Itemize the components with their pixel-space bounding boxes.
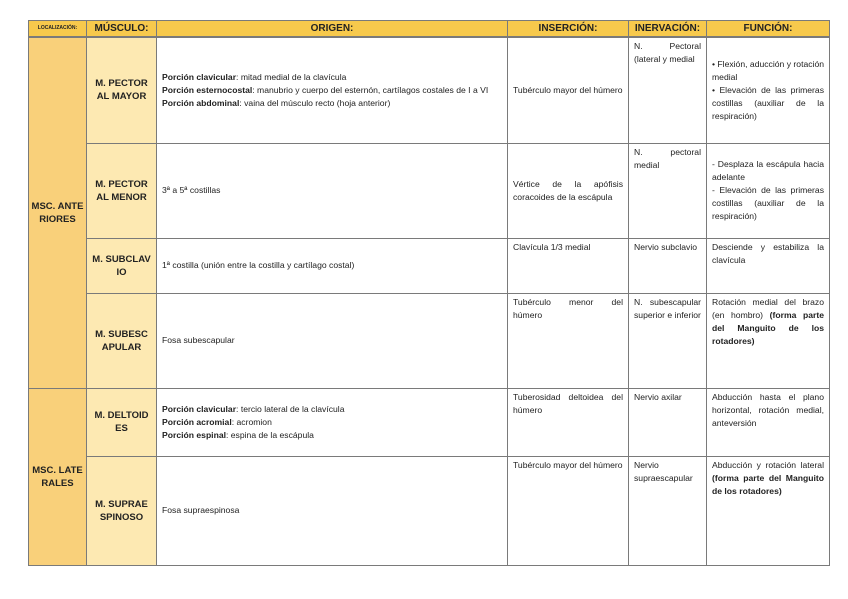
- funcion-line: Abducción hasta el plano horizontal, rotación medial, anteversión: [712, 391, 824, 428]
- funcion-line: Abducción y rotación lateral: [712, 459, 824, 470]
- origen-cell: 3ª a 5ª costillas: [157, 143, 508, 238]
- origen-part-label: Porción clavicular: [162, 71, 237, 82]
- table-row: [29, 143, 830, 238]
- localizacion-cell: MSC. ANTERIORES: [29, 37, 87, 388]
- origen-cell: 1ª costilla (unión entre la costilla y cartílago costal): [157, 238, 508, 293]
- origen-line: [162, 84, 502, 97]
- header-musculo: MÚSCULO:: [87, 21, 157, 38]
- funcion-cell: [707, 293, 830, 388]
- funcion-cell: [707, 456, 830, 565]
- inervacion-cell: N. pectoral medial: [629, 143, 707, 238]
- origen-part-label: Porción abdominal: [162, 97, 240, 108]
- musculo-cell: M. DELTOIDES: [87, 388, 157, 456]
- insercion-cell: Clavícula 1/3 medial: [508, 238, 629, 293]
- inervacion-cell: Nervio axilar: [629, 388, 707, 456]
- header-inervacion: INERVACIÓN:: [629, 21, 707, 38]
- insercion-cell: Tubérculo mayor del húmero: [508, 456, 629, 565]
- origen-part-label: Porción esternocostal: [162, 84, 253, 95]
- localizacion-cell: MSC. LATERALES: [29, 388, 87, 565]
- table-row: [29, 388, 830, 456]
- funcion-note: (forma parte del Manguito de los rotadores): [712, 309, 824, 346]
- origen-line: [162, 97, 502, 110]
- funcion-line: Rotación medial del brazo (en hombro): [712, 296, 824, 320]
- funcion-cell: [707, 143, 830, 238]
- origen-line: [162, 403, 502, 416]
- musculo-cell: M. PECTORAL MAYOR: [87, 37, 157, 143]
- funcion-cell: [707, 388, 830, 456]
- origen-part-text: : mitad medial de la clavícula: [236, 71, 347, 82]
- origen-cell: [157, 37, 508, 143]
- inervacion-cell: N. Pectoral (lateral y medial: [629, 37, 707, 143]
- origen-cell: [157, 388, 508, 456]
- musculo-cell: M. SUBESCAPULAR: [87, 293, 157, 388]
- origen-cell: Fosa subescapular: [157, 293, 508, 388]
- insercion-cell: Tubérculo mayor del húmero: [508, 37, 629, 143]
- inervacion-cell: N. subescapular superior e inferior: [629, 293, 707, 388]
- funcion-cell: [707, 238, 830, 293]
- origen-part-text: : acromion: [231, 416, 272, 427]
- musculo-cell: M. SUPRAESPINOSO: [87, 456, 157, 565]
- funcion-line: - Elevación de las primeras costillas (auxiliar de la respiración): [712, 185, 824, 221]
- musculo-cell: M. SUBCLAVIO: [87, 238, 157, 293]
- header-row: [29, 21, 830, 38]
- inervacion-cell: Nervio subclavio: [629, 238, 707, 293]
- header-funcion: FUNCIÓN:: [707, 21, 830, 38]
- funcion-line: • Flexión, aducción y rotación medial: [712, 58, 824, 82]
- funcion-note: (forma parte del Manguito de los rotadores): [712, 472, 824, 496]
- origen-part-text: : manubrio y cuerpo del esternón, cartílagos costales de I a VI: [252, 84, 489, 95]
- origen-line: [162, 429, 502, 442]
- insercion-cell: Tuberosidad deltoidea del húmero: [508, 388, 629, 456]
- header-origen: ORIGEN:: [157, 21, 508, 38]
- funcion-line: • Elevación de las primeras costillas (auxiliar de la respiración): [712, 84, 824, 121]
- table-row: [29, 238, 830, 293]
- table-row: [29, 37, 830, 143]
- origen-part-label: Porción acromial: [162, 416, 232, 427]
- header-localizacion: LOCALIZACIÓN:: [29, 21, 87, 38]
- funcion-line: Desciende y estabiliza la clavícula: [712, 241, 824, 265]
- insercion-cell: Tubérculo menor del húmero: [508, 293, 629, 388]
- origen-part-text: : tercio lateral de la clavícula: [236, 403, 345, 414]
- origen-part-text: : vaina del músculo recto (hoja anterior): [239, 97, 391, 108]
- origen-part-label: Porción espinal: [162, 429, 226, 440]
- table-row: [29, 293, 830, 388]
- insercion-cell: Vértice de la apófisis coracoides de la escápula: [508, 143, 629, 238]
- origen-part-text: : espina de la escápula: [226, 429, 314, 440]
- origen-part-label: Porción clavicular: [162, 403, 237, 414]
- musculo-cell: M. PECTORAL MENOR: [87, 143, 157, 238]
- origen-cell: Fosa supraespinosa: [157, 456, 508, 565]
- header-insercion: INSERCIÓN:: [508, 21, 629, 38]
- muscle-table: [28, 20, 830, 566]
- inervacion-cell: Nervio supraescapular: [629, 456, 707, 565]
- table-row: [29, 456, 830, 565]
- origen-line: [162, 71, 502, 84]
- funcion-cell: [707, 37, 830, 143]
- funcion-line: - Desplaza la escápula hacia adelante: [712, 159, 824, 182]
- origen-line: [162, 416, 502, 429]
